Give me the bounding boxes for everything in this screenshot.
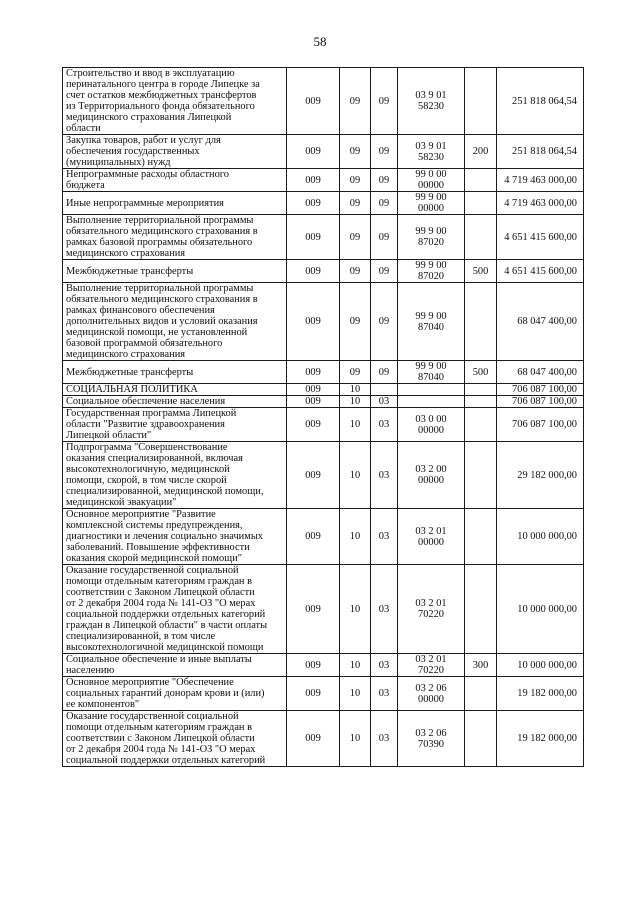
expense-type-cell xyxy=(465,509,497,565)
table-row xyxy=(63,408,584,442)
row-name-line: специализированной, в том числе xyxy=(66,631,216,642)
subsection-code-cell: 09 xyxy=(371,192,398,215)
section-code-cell: 10 xyxy=(340,442,371,509)
row-name-line: обязательного медицинского страхования в xyxy=(66,294,258,305)
expense-type-cell xyxy=(465,169,497,192)
row-name-line: заболеваний. Повышение эффективности xyxy=(66,542,250,553)
row-name-line: бюджета xyxy=(66,180,105,191)
row-name-line: медицинской помощи, не установленной xyxy=(66,327,248,338)
amount-cell: 19 182 000,00 xyxy=(497,677,584,711)
amount-cell: 68 047 400,00 xyxy=(497,283,584,361)
section-code-cell: 09 xyxy=(340,192,371,215)
row-name-line: Подпрограмма "Совершенствование xyxy=(66,442,228,453)
row-name-line: области xyxy=(66,123,101,134)
table-row xyxy=(63,396,584,408)
row-name-line: от 2 декабря 2004 года № 141-ОЗ "О мерах xyxy=(66,598,256,609)
admin-code-cell: 009 xyxy=(287,677,340,711)
row-name-cell xyxy=(63,677,287,711)
amount-cell: 706 087 100,00 xyxy=(497,408,584,442)
row-name-line: специализированной, медицинской помощи, xyxy=(66,486,264,497)
expense-type-cell xyxy=(465,565,497,654)
row-name-cell xyxy=(63,442,287,509)
row-name-line: счет остатков межбюджетных трансфертов xyxy=(66,90,257,101)
expense-type-cell xyxy=(465,215,497,260)
expense-type-cell: 500 xyxy=(465,361,497,384)
target-code-line: 99 9 00 xyxy=(415,361,447,372)
target-code-cell xyxy=(398,135,465,169)
table-row xyxy=(63,283,584,361)
row-name-line: базовой программой обязательного xyxy=(66,338,223,349)
expense-type-cell xyxy=(465,711,497,767)
row-name-line: перинатального центра в городе Липецке за xyxy=(66,79,260,90)
admin-code-cell: 009 xyxy=(287,442,340,509)
row-name-line: Оказание государственной социальной xyxy=(66,711,239,722)
target-code-line: 87040 xyxy=(418,321,444,333)
row-name-cell xyxy=(63,565,287,654)
row-name-line: медицинской эвакуации" xyxy=(66,497,177,508)
table-row xyxy=(63,361,584,384)
row-name-line: помощи, скорой, в том числе скорой xyxy=(66,475,227,486)
row-name-line: медицинского страхования Липецкой xyxy=(66,112,232,123)
row-name-line: медицинского страхования xyxy=(66,349,186,360)
row-name-line: области "Развитие здравоохранения xyxy=(66,419,225,430)
subsection-code-cell: 03 xyxy=(371,711,398,767)
row-name-line: из Территориального фонда обязательного xyxy=(66,101,255,112)
target-code-cell xyxy=(398,215,465,260)
target-code-line: 00000 xyxy=(418,693,444,705)
row-name-line: населению xyxy=(66,665,115,676)
target-code-cell xyxy=(398,509,465,565)
admin-code-cell: 009 xyxy=(287,384,340,396)
target-code-line: 03 2 01 xyxy=(415,525,447,537)
target-code-cell xyxy=(398,654,465,677)
amount-cell: 4 651 415 600,00 xyxy=(497,215,584,260)
row-name-line: помощи отдельным категориям граждан в xyxy=(66,722,252,733)
expense-type-cell xyxy=(465,442,497,509)
expense-type-cell: 200 xyxy=(465,135,497,169)
subsection-code-cell: 09 xyxy=(371,135,398,169)
admin-code-cell: 009 xyxy=(287,135,340,169)
section-code-cell: 09 xyxy=(340,135,371,169)
row-name-cell xyxy=(63,654,287,677)
table-row xyxy=(63,509,584,565)
subsection-code-cell xyxy=(371,384,398,396)
section-code-cell: 10 xyxy=(340,565,371,654)
row-name-line: обязательного медицинского страхования в xyxy=(66,226,258,237)
row-name-line: Оказание государственной социальной xyxy=(66,565,239,576)
target-code-cell xyxy=(398,361,465,384)
row-name-cell xyxy=(63,361,287,384)
row-name-line: высокотехнологичной медицинской помощи xyxy=(66,642,264,653)
amount-cell: 10 000 000,00 xyxy=(497,654,584,677)
row-name-line: Основное мероприятие "Развитие xyxy=(66,509,216,520)
section-code-cell: 09 xyxy=(340,260,371,283)
section-code-cell: 09 xyxy=(340,361,371,384)
budget-table-body xyxy=(63,68,584,767)
row-name-line: от 2 декабря 2004 года № 141-ОЗ "О мерах xyxy=(66,744,256,755)
row-name-line: рамках базовой программы обязательного xyxy=(66,237,253,248)
table-row xyxy=(63,135,584,169)
target-code-line: 03 2 00 xyxy=(415,464,447,475)
row-name-line: Выполнение территориальной программы xyxy=(66,283,254,294)
expense-type-cell xyxy=(465,192,497,215)
amount-cell: 251 818 064,54 xyxy=(497,68,584,135)
subsection-code-cell: 03 xyxy=(371,677,398,711)
target-code-line: 03 2 06 xyxy=(415,682,447,694)
target-code-line: 00000 xyxy=(418,475,444,486)
admin-code-cell: 009 xyxy=(287,711,340,767)
table-row xyxy=(63,677,584,711)
amount-cell: 68 047 400,00 xyxy=(497,361,584,384)
admin-code-cell: 009 xyxy=(287,509,340,565)
target-code-line: 03 9 01 xyxy=(415,90,447,101)
amount-cell: 29 182 000,00 xyxy=(497,442,584,509)
row-name-cell xyxy=(63,408,287,442)
admin-code-cell: 009 xyxy=(287,361,340,384)
target-code-line: 70220 xyxy=(418,665,444,676)
target-code-line: 03 2 06 xyxy=(415,727,447,739)
row-name-cell xyxy=(63,711,287,767)
target-code-line: 58230 xyxy=(418,101,444,112)
subsection-code-cell: 03 xyxy=(371,442,398,509)
expense-type-cell xyxy=(465,283,497,361)
row-name-line: соответствии с Законом Липецкой области xyxy=(66,587,255,598)
row-name-line: медицинского страхования xyxy=(66,248,186,259)
admin-code-cell: 009 xyxy=(287,408,340,442)
row-name-line: оказания скорой медицинской помощи" xyxy=(66,553,242,564)
row-name-line: Строительство и ввод в эксплуатацию xyxy=(66,68,235,79)
table-row xyxy=(63,565,584,654)
subsection-code-cell: 09 xyxy=(371,169,398,192)
subsection-code-cell: 03 xyxy=(371,509,398,565)
admin-code-cell: 009 xyxy=(287,68,340,135)
target-code-cell xyxy=(398,677,465,711)
expense-type-cell xyxy=(465,408,497,442)
row-name-line: комплексной системы предупреждения, xyxy=(66,520,243,531)
admin-code-cell: 009 xyxy=(287,654,340,677)
target-code-line: 03 2 01 xyxy=(415,654,447,665)
subsection-code-cell: 03 xyxy=(371,396,398,408)
target-code-line: 03 2 01 xyxy=(415,598,447,609)
amount-cell: 706 087 100,00 xyxy=(497,396,584,408)
section-code-cell: 10 xyxy=(340,711,371,767)
amount-cell: 10 000 000,00 xyxy=(497,509,584,565)
row-name-cell xyxy=(63,68,287,135)
target-code-line: 99 9 00 xyxy=(415,310,447,322)
expense-type-cell xyxy=(465,677,497,711)
target-code-line: 99 9 00 xyxy=(415,260,447,271)
table-row xyxy=(63,711,584,767)
target-code-line: 87020 xyxy=(418,271,444,282)
admin-code-cell: 009 xyxy=(287,396,340,408)
row-name-line: высокотехнологичную, медицинской xyxy=(66,464,230,475)
amount-cell: 10 000 000,00 xyxy=(497,565,584,654)
section-code-cell: 09 xyxy=(340,283,371,361)
subsection-code-cell: 09 xyxy=(371,283,398,361)
table-row xyxy=(63,68,584,135)
row-name-line: (муниципальных) нужд xyxy=(66,157,171,168)
row-name-line: рамках финансового обеспечения xyxy=(66,305,215,316)
table-row xyxy=(63,260,584,283)
target-code-line: 70220 xyxy=(418,609,444,620)
expense-type-cell xyxy=(465,396,497,408)
row-name-line: обеспечения государственных xyxy=(66,146,200,157)
subsection-code-cell: 09 xyxy=(371,260,398,283)
row-name-line: граждан в Липецкой области" в части оплаты xyxy=(66,620,268,631)
row-name-line: диагностики и лечения социально значимых xyxy=(66,531,263,542)
target-code-cell xyxy=(398,442,465,509)
admin-code-cell: 009 xyxy=(287,565,340,654)
target-code-line: 00000 xyxy=(418,180,444,191)
target-code-line: 99 9 00 xyxy=(415,192,447,203)
row-name-cell xyxy=(63,260,287,283)
table-row xyxy=(63,215,584,260)
section-code-cell: 09 xyxy=(340,215,371,260)
section-code-cell: 10 xyxy=(340,677,371,711)
target-code-line: 99 0 00 xyxy=(415,169,447,180)
row-name-line: социальной поддержки отдельных категорий xyxy=(66,755,266,766)
expense-type-cell: 300 xyxy=(465,654,497,677)
row-name-cell xyxy=(63,192,287,215)
row-name-line: СОЦИАЛЬНАЯ ПОЛИТИКА xyxy=(66,384,198,395)
table-row xyxy=(63,384,584,396)
section-code-cell: 10 xyxy=(340,509,371,565)
section-code-cell: 10 xyxy=(340,396,371,408)
amount-cell: 706 087 100,00 xyxy=(497,384,584,396)
row-name-line: социальной поддержки отдельных категорий xyxy=(66,609,266,620)
target-code-cell xyxy=(398,68,465,135)
table-row xyxy=(63,169,584,192)
target-code-cell xyxy=(398,565,465,654)
target-code-line: 58230 xyxy=(418,151,444,163)
row-name-cell xyxy=(63,215,287,260)
row-name-line: Межбюджетные трансферты xyxy=(66,265,194,277)
row-name-line: социальных гарантий донорам крови и (или) xyxy=(66,688,265,699)
row-name-line: Социальное обеспечение населения xyxy=(66,396,226,407)
section-code-cell: 09 xyxy=(340,68,371,135)
section-code-cell: 10 xyxy=(340,384,371,396)
row-name-line: Межбюджетные трансферты xyxy=(66,366,194,378)
row-name-cell xyxy=(63,283,287,361)
row-name-line: соответствии с Законом Липецкой области xyxy=(66,733,255,744)
target-code-line: 00000 xyxy=(418,536,444,548)
subsection-code-cell: 03 xyxy=(371,654,398,677)
amount-cell: 19 182 000,00 xyxy=(497,711,584,767)
row-name-cell xyxy=(63,509,287,565)
row-name-cell xyxy=(63,135,287,169)
target-code-cell xyxy=(398,283,465,361)
target-code-cell xyxy=(398,169,465,192)
table-row xyxy=(63,442,584,509)
admin-code-cell: 009 xyxy=(287,215,340,260)
target-code-cell xyxy=(398,260,465,283)
row-name-line: ее компонентов" xyxy=(66,699,140,710)
admin-code-cell: 009 xyxy=(287,283,340,361)
target-code-line: 99 9 00 xyxy=(415,226,447,237)
target-code-line: 87040 xyxy=(418,372,444,383)
target-code-cell xyxy=(398,384,465,396)
row-name-line: Непрограммные расходы областного xyxy=(66,169,230,180)
admin-code-cell: 009 xyxy=(287,169,340,192)
target-code-line: 87020 xyxy=(418,237,444,248)
row-name-cell xyxy=(63,384,287,396)
table-row xyxy=(63,654,584,677)
row-name-line: дополнительных видов и условий оказания xyxy=(66,316,258,327)
subsection-code-cell: 09 xyxy=(371,68,398,135)
target-code-line: 00000 xyxy=(418,203,444,214)
target-code-cell xyxy=(398,711,465,767)
subsection-code-cell: 03 xyxy=(371,565,398,654)
table-row xyxy=(63,192,584,215)
row-name-cell xyxy=(63,169,287,192)
target-code-cell xyxy=(398,396,465,408)
target-code-cell xyxy=(398,408,465,442)
row-name-line: помощи отдельным категориям граждан в xyxy=(66,576,252,587)
expense-type-cell: 500 xyxy=(465,260,497,283)
subsection-code-cell: 09 xyxy=(371,215,398,260)
admin-code-cell: 009 xyxy=(287,260,340,283)
target-code-line: 03 0 00 xyxy=(415,413,447,425)
row-name-line: Социальное обеспечение и иные выплаты xyxy=(66,654,252,665)
target-code-line: 03 9 01 xyxy=(415,140,447,152)
expense-type-cell xyxy=(465,68,497,135)
row-name-line: Липецкой области" xyxy=(66,430,152,441)
target-code-line: 70390 xyxy=(418,738,444,750)
section-code-cell: 10 xyxy=(340,408,371,442)
section-code-cell: 10 xyxy=(340,654,371,677)
budget-table xyxy=(62,67,584,767)
row-name-line: оказания специализированной, включая xyxy=(66,453,243,464)
amount-cell: 4 719 463 000,00 xyxy=(497,192,584,215)
amount-cell: 4 651 415 600,00 xyxy=(497,260,584,283)
admin-code-cell: 009 xyxy=(287,192,340,215)
row-name-cell xyxy=(63,396,287,408)
target-code-line: 00000 xyxy=(418,424,444,436)
row-name-line: Закупка товаров, работ и услуг для xyxy=(66,135,221,146)
row-name-line: Иные непрограммные мероприятия xyxy=(66,197,224,209)
subsection-code-cell: 03 xyxy=(371,408,398,442)
row-name-line: Государственная программа Липецкой xyxy=(66,408,237,419)
amount-cell: 251 818 064,54 xyxy=(497,135,584,169)
expense-type-cell xyxy=(465,384,497,396)
row-name-line: Выполнение территориальной программы xyxy=(66,215,254,226)
page-number: 58 xyxy=(313,34,327,49)
target-code-cell xyxy=(398,192,465,215)
section-code-cell: 09 xyxy=(340,169,371,192)
row-name-line: Основное мероприятие "Обеспечение xyxy=(66,677,234,688)
subsection-code-cell: 09 xyxy=(371,361,398,384)
amount-cell: 4 719 463 000,00 xyxy=(497,169,584,192)
